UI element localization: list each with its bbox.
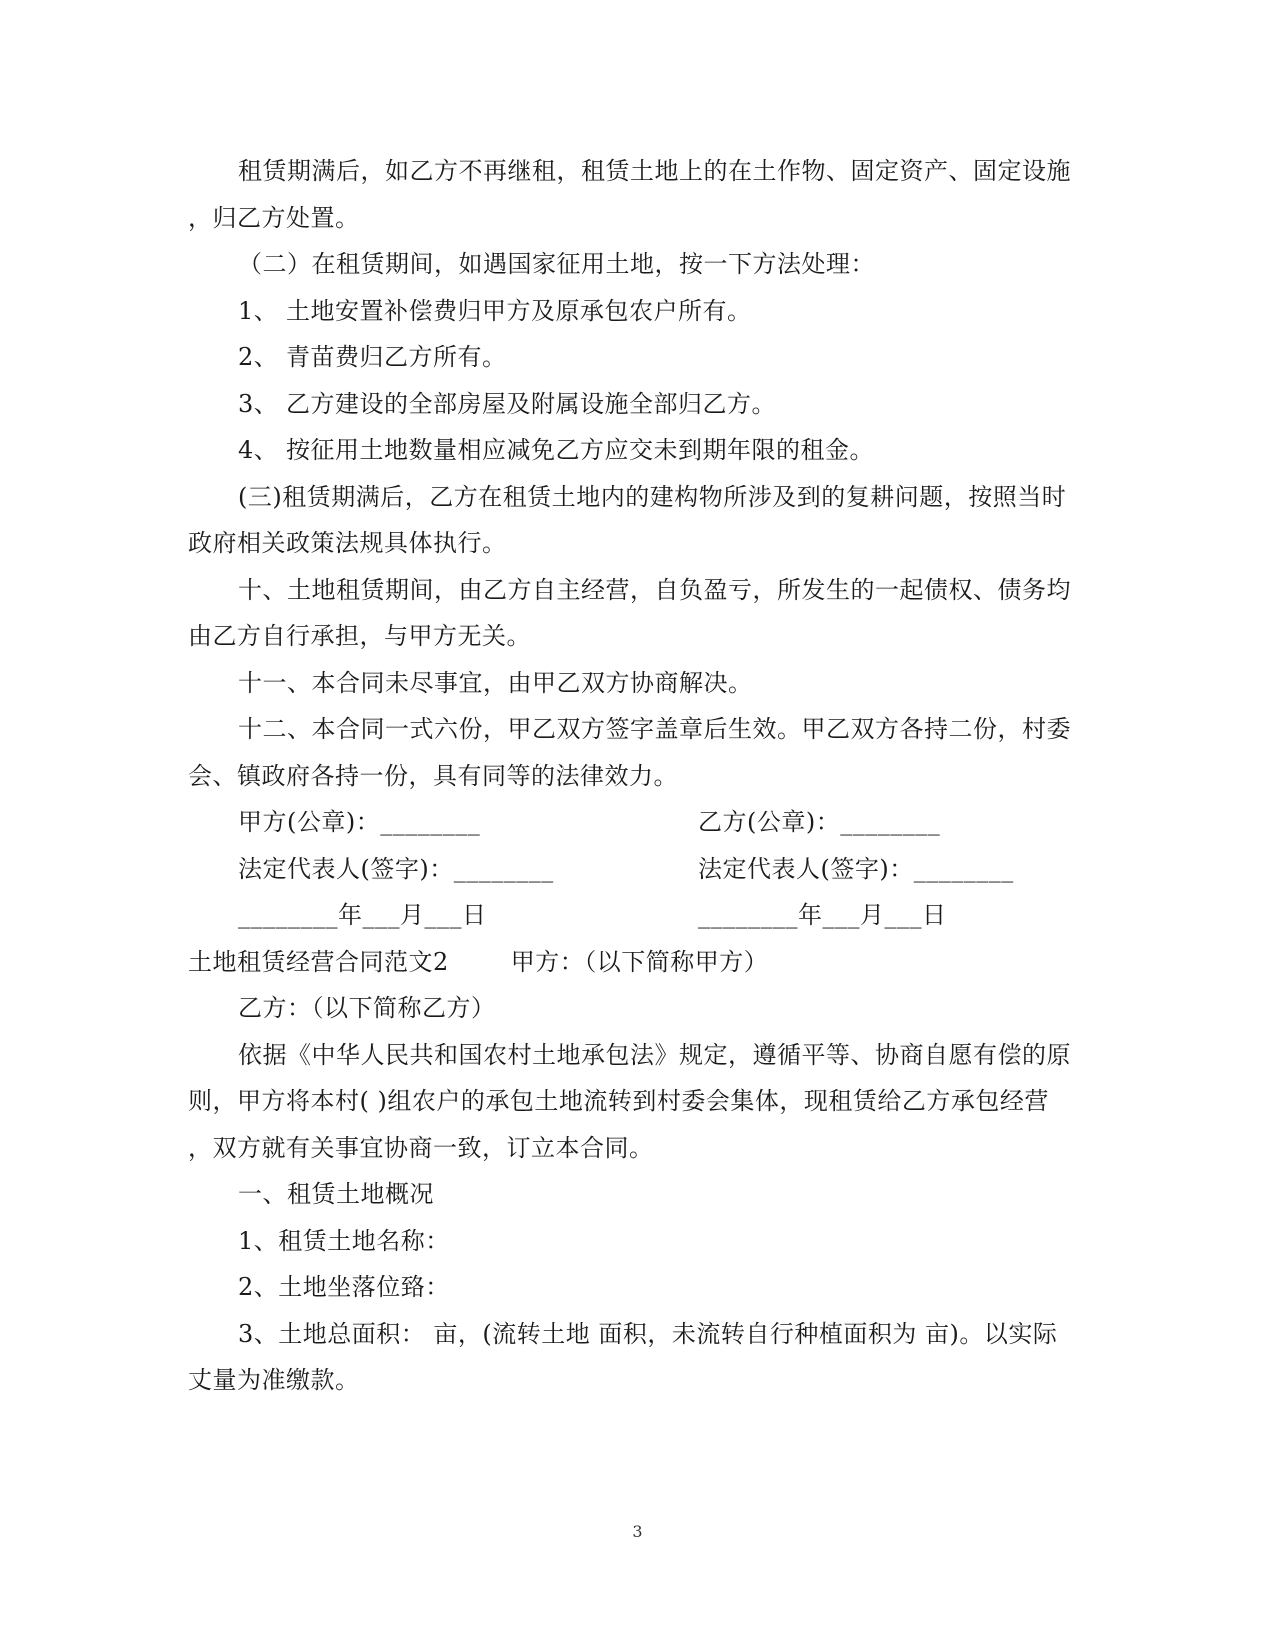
list-text: 青苗费归乙方所有。 bbox=[286, 343, 507, 371]
list-item bbox=[238, 389, 776, 419]
list-text: 乙方建设的全部房屋及附属设施全部归乙方。 bbox=[286, 390, 776, 418]
list-item: 1、租赁土地名称： bbox=[238, 1227, 450, 1255]
list-item bbox=[238, 435, 874, 465]
party-a-seal: 甲方(公章)：________ bbox=[238, 808, 481, 836]
list-item: 3、土地总面积： 亩，(流转土地 面积，未流转自行种植面积为 亩)。以实际 bbox=[238, 1320, 1058, 1348]
paragraph: 会、镇政府各持一份，具有同等的法律效力。 bbox=[188, 762, 678, 790]
party-b-date: ________年___月___日 bbox=[698, 901, 947, 929]
paragraph: （二）在租赁期间，如遇国家征用土地，按一下方法处理： bbox=[238, 250, 875, 278]
second-contract-title: 土地租赁经营合同范文2 bbox=[188, 948, 449, 976]
party-b-representative: 法定代表人(签字)：________ bbox=[698, 855, 1014, 883]
list-text: 土地安置补偿费归甲方及原承包农户所有。 bbox=[286, 297, 752, 325]
list-number: 4、 bbox=[238, 436, 279, 464]
list-item: 2、土地坐落位臵： bbox=[238, 1273, 450, 1301]
paragraph: 租赁期满后，如乙方不再继租，租赁土地上的在土作物、固定资产、固定设施 bbox=[238, 157, 1071, 185]
paragraph: 政府相关政策法规具体执行。 bbox=[188, 529, 507, 557]
paragraph: 十、土地租赁期间，由乙方自主经营，自负盈亏，所发生的一起债权、债务均 bbox=[238, 576, 1071, 604]
party-a-definition: 甲方：（以下简称甲方） bbox=[510, 948, 769, 976]
paragraph: 十二、本合同一式六份，甲乙双方签字盖章后生效。甲乙双方各持二份，村委 bbox=[238, 715, 1071, 743]
list-number: 1、 bbox=[238, 297, 279, 325]
section-heading: 一、租赁土地概况 bbox=[238, 1180, 434, 1208]
paragraph: ，归乙方处置。 bbox=[188, 204, 360, 232]
page-number: 3 bbox=[632, 1522, 643, 1541]
paragraph: 丈量为准缴款。 bbox=[188, 1366, 360, 1394]
party-b-seal: 乙方(公章)：________ bbox=[698, 808, 941, 836]
list-item bbox=[238, 342, 507, 372]
second-contract-header bbox=[188, 947, 768, 977]
paragraph: (三)租赁期满后，乙方在租赁土地内的建构物所涉及到的复耕问题，按照当时 bbox=[238, 483, 1067, 511]
list-number: 3、 bbox=[238, 390, 279, 418]
list-item bbox=[238, 296, 752, 326]
paragraph: ，双方就有关事宜协商一致，订立本合同。 bbox=[188, 1134, 654, 1162]
paragraph: 则，甲方将本村( )组农户的承包土地流转到村委会集体，现租赁给乙方承包经营 bbox=[188, 1087, 1049, 1115]
paragraph: 依据《中华人民共和国农村土地承包法》规定，遵循平等、协商自愿有偿的原 bbox=[238, 1041, 1071, 1069]
paragraph: 十一、本合同未尽事宜，由甲乙双方协商解决。 bbox=[238, 669, 753, 697]
party-a-representative: 法定代表人(签字)：________ bbox=[238, 855, 554, 883]
party-a-date: ________年___月___日 bbox=[238, 901, 487, 929]
paragraph: 由乙方自行承担，与甲方无关。 bbox=[188, 622, 531, 650]
list-number: 2、 bbox=[238, 343, 279, 371]
party-b-definition: 乙方：（以下简称乙方） bbox=[238, 994, 496, 1022]
list-text: 按征用土地数量相应减免乙方应交未到期年限的租金。 bbox=[286, 436, 874, 464]
